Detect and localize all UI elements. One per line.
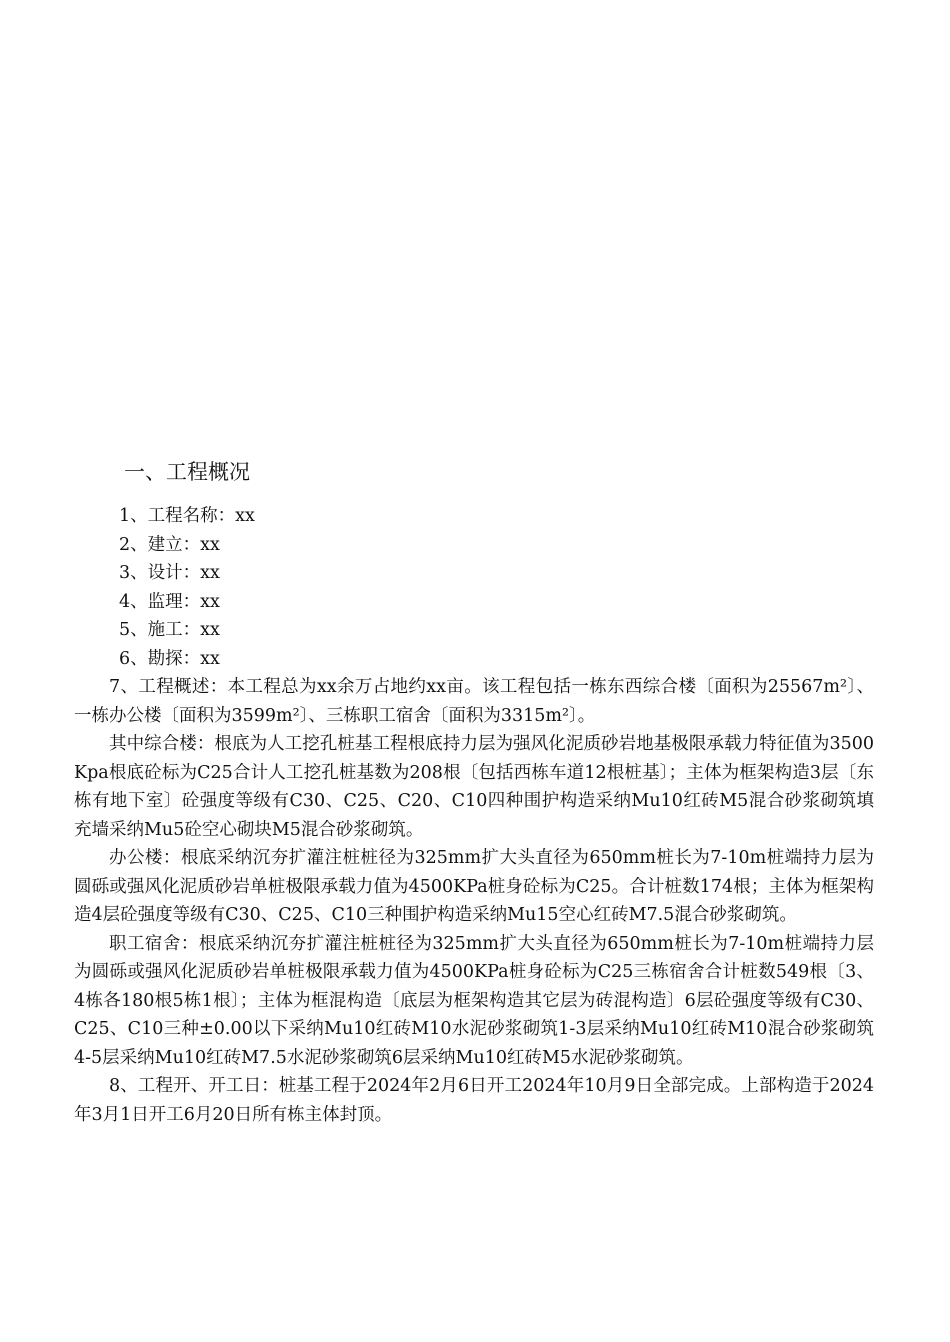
item-developer: 2、建立：xx	[119, 534, 220, 555]
item-supervision: 4、监理：xx	[119, 591, 220, 612]
item-construction: 5、施工：xx	[119, 620, 220, 640]
document-body	[74, 502, 874, 1129]
item-survey: 6、勘探：xx	[119, 648, 220, 669]
item-design: 3、设计：xx	[119, 563, 220, 583]
dormitory-paragraph: 职工宿舍：根底采纳沉夯扩灌注桩桩径为325mm扩大头直径为650mm桩长为7-10m桩端持力层为圆砾或强风化泥质砂岩单桩极限承载力值为4500KPa桩身砼标为C25三栋宿舍合计桩数549根〔3、4栋各180根5栋1根〕；主体为框混构造〔底层为框架构造其它层为砖混构造〕6层砼强度等级有C30、C25、C10三种±0.00以下采纳Mu10红砖M10水泥砂浆砌筑1-3层采纳Mu10红砖M10混合砂浆砌筑4-5层采纳Mu10红砖M7.5水泥砂浆砌筑6层采纳Mu10红砖M5水泥砂浆砌筑。	[74, 933, 874, 1068]
project-overview-paragraph: 7、工程概述：本工程总为xx余万占地约xx亩。该工程包括一栋东西综合楼〔面积为25567m²〕、一栋办公楼〔面积为3599m²〕、三栋职工宿舍〔面积为3315m²〕。	[74, 677, 874, 726]
office-building-paragraph: 办公楼：根底采纳沉夯扩灌注桩桩径为325mm扩大头直径为650mm桩长为7-10m桩端持力层为圆砾或强风化泥质砂岩单桩极限承载力值为4500KPa桩身砼标为C25。合计桩数174根；主体为框架构造4层砼强度等级有C30、C25、C10三种围护构造采纳Mu15空心红砖M7.5混合砂浆砌筑。	[74, 848, 874, 925]
schedule-paragraph: 8、工程开、开工日：桩基工程于2024年2月6日开工2024年10月9日全部完成。上部构造于2024年3月1日开工6月20日所有栋主体封顶。	[74, 1076, 874, 1125]
item-project-name: 1、工程名称：xx	[119, 506, 255, 526]
section-title: 一、工程概况	[124, 460, 250, 484]
complex-building-paragraph: 其中综合楼：根底为人工挖孔桩基工程根底持力层为强风化泥质砂岩地基极限承载力特征值为3500Kpa根底砼标为C25合计人工挖孔桩基数为208根〔包括西栋车道12根桩基〕；主体为框架构造3层〔东栋有地下室〕砼强度等级有C30、C25、C20、C10四种围护构造采纳Mu10红砖M5混合砂浆砌筑填充墙采纳Mu5砼空心砌块M5混合砂浆砌筑。	[74, 734, 874, 840]
